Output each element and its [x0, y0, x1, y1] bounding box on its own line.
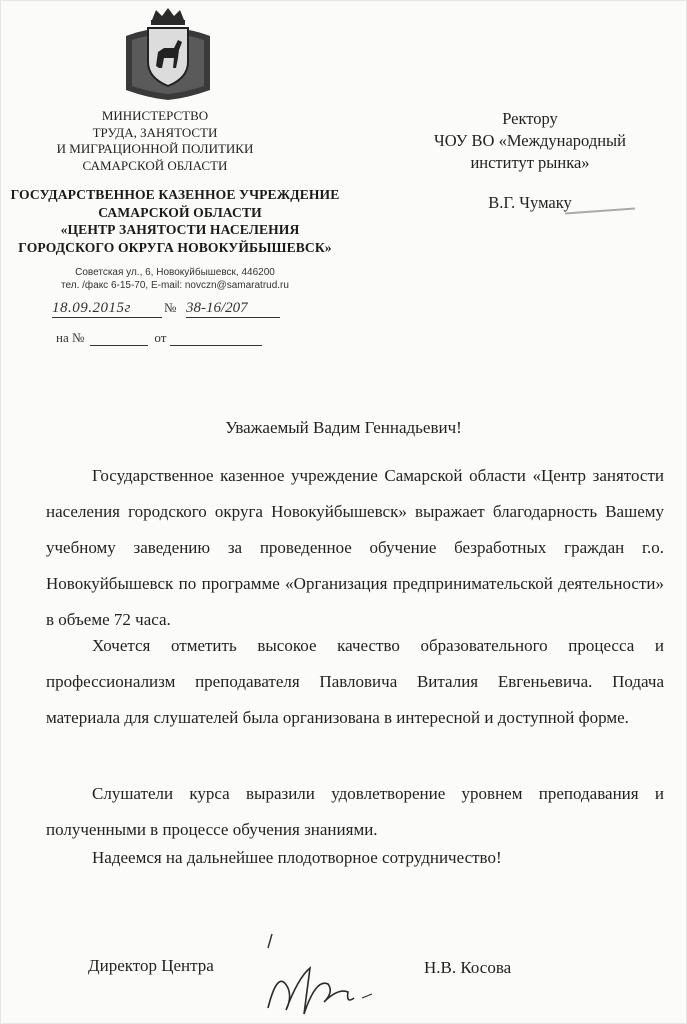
letter-paragraph: [46, 776, 664, 848]
addressee-line: Ректору: [502, 109, 558, 128]
reply-date-label: от: [154, 330, 167, 345]
institution-line: ГОСУДАРСТВЕННОЕ КАЗЕННОЕ УЧРЕЖДЕНИЕ: [10, 187, 340, 202]
ministry-line: ТРУДА, ЗАНЯТОСТИ: [92, 124, 218, 140]
institution-name: [10, 186, 340, 256]
addressee-line: ЧОУ ВО «Международный: [434, 131, 626, 150]
ministry-line: И МИГРАЦИОННОЙ ПОЛИТИКИ: [56, 141, 254, 156]
registration-number: 38-16/207: [186, 300, 280, 318]
letter-paragraph: [46, 458, 664, 638]
letter-paragraph: [46, 840, 664, 876]
paragraph-text: Надеемся на дальнейшее плодотворное сотрудничество!: [92, 848, 502, 867]
ministry-line: САМАРСКОЙ ОБЛАСТИ: [82, 157, 228, 173]
registration-line: [52, 300, 280, 324]
addressee-block: [410, 108, 650, 214]
handwritten-signature: [258, 928, 378, 1024]
addressee-name: В.Г. Чумаку: [488, 193, 572, 212]
addressee-line: институт рынка»: [470, 153, 590, 172]
reply-number-blank: [90, 333, 148, 346]
institution-line: «ЦЕНТР ЗАНЯТОСТИ НАСЕЛЕНИЯ: [60, 222, 300, 237]
paragraph-text: Хочется отметить высокое качество образовательного процесса и профессионализм преподавателя Павловича Виталия Евгеньевича. Подача материала для слушателей была организована в интересной и доступной форме.: [46, 636, 664, 727]
signatory-name: Н.В. Косова: [424, 958, 512, 977]
contacts-line: тел. /факс 6-15-70, E-mail: novczn@samaratrud.ru: [61, 280, 289, 291]
letter-paragraph: [46, 628, 664, 736]
signatory-title: Директор Центра: [88, 956, 214, 975]
salutation: Уважаемый Вадим Геннадьевич!: [225, 418, 462, 437]
institution-address: [60, 266, 290, 292]
registration-number-label: №: [164, 300, 177, 315]
reply-number-label: на №: [56, 330, 85, 345]
institution-line: ГОРОДСКОГО ОКРУГА НОВОКУЙБЫШЕВСК»: [18, 239, 332, 255]
reply-date-blank: [170, 333, 262, 346]
ministry-line: МИНИСТЕРСТВО: [101, 108, 209, 123]
ministry-name: [40, 108, 270, 174]
reply-reference-line: [56, 330, 262, 346]
institution-line: САМАРСКОЙ ОБЛАСТИ: [98, 204, 262, 220]
paragraph-text: Государственное казенное учреждение Самарской области «Центр занятости населения городского округа Новокуйбышевск» выражает благодарность Вашему учебному заведению за проведенное обучение безработных граждан г.о. Новокуйбышевск по программе «Организация предпринимательской деятельности» в объеме 72 часа.: [46, 466, 664, 629]
paragraph-text: Слушатели курса выразили удовлетворение уровнем преподавания и полученными в процессе обучения знаниями.: [46, 784, 664, 839]
registration-date: 18.09.2015г: [52, 300, 162, 318]
address-line: Советская ул., 6, Новокуйбышевск, 446200: [75, 267, 275, 278]
coat-of-arms-emblem: [118, 6, 218, 102]
